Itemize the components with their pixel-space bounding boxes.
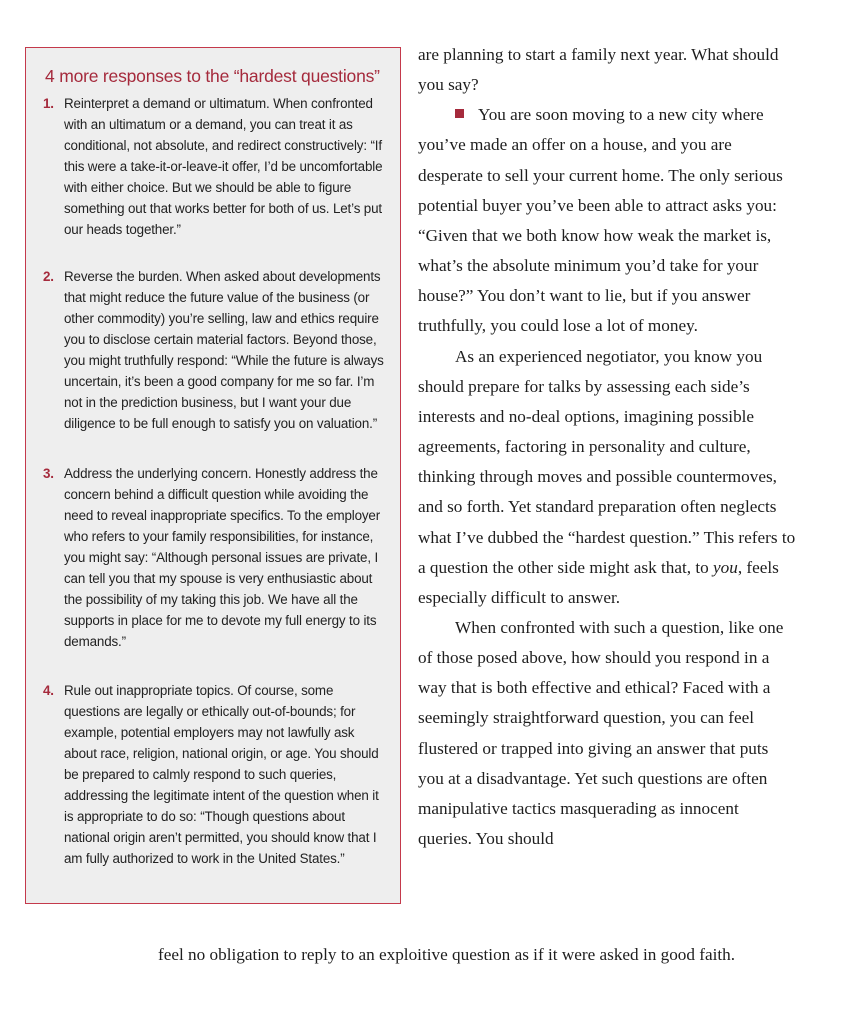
list-item-number: 2. [43, 269, 54, 284]
paragraph-2 [418, 100, 796, 341]
list-item-text: Address the underlying concern. Honestly address the concern behind a difficult question while avoiding the need to reveal inappropriate specifics. To the employer who refers to your family responsibilities, for instance, you might say: “Although personal issues are private, I can tell you that my spouse is very enthusiastic about the possibility of my taking this job. We have all the supports in place for me to devote my full energy to its demands.” [64, 466, 381, 649]
paragraph-2-text: You are soon moving to a new city where you’ve made an offer on a house, and you are desperate to sell your current home. The only serious potential buyer you’ve been able to attract asks you: “Given that we both know how weak the market is, what’s the absolute minimum you’d take for your house?” You don’t want to lie, but if you answer truthfully, you could lose a lot of money. [418, 105, 783, 336]
paragraph-3 [418, 342, 796, 613]
square-bullet-icon [455, 109, 464, 118]
list-item [43, 463, 388, 652]
list-item-number: 4. [43, 683, 54, 698]
paragraph-3-text-a: As an experienced negotiator, you know you should prepare for talks by assessing each side’s interests and no-deal options, imagining possible agreements, factoring in personality and culture, thinking through moves and possible countermoves, and so forth. Yet standard preparation often neglects what I’ve dubbed the “hardest question.” This refers to a question the other side might ask that, to [418, 346, 796, 577]
closing-line: feel no obligation to reply to an exploitive question as if it were asked in good faith. [158, 945, 736, 964]
paragraph-4: When confronted with such a question, like one of those posed above, how should you respond in a way that is both effective and ethical? Faced with a seemingly straightforward question, you can feel flustered or trapped into giving an answer that puts you at a disadvantage. Yet such questions are often manipulative tactics masquerading as innocent queries. You should [418, 617, 784, 849]
list-item [43, 93, 388, 240]
list-item-text: Reverse the burden. When asked about developments that might reduce the future value of the business (or other commodity) you’re selling, law and ethics require you to disclose certain material factors. Beyond those, you might truthfully respond: “While the future is always uncertain, it’s been a good company for me so far. I’m not in the prediction business, but I want your due diligence to be full enough to satisfy you on valuation.” [64, 269, 384, 431]
list-item-number: 3. [43, 466, 54, 481]
list-item-number: 1. [43, 96, 54, 111]
paragraph-1: are planning to start a family next year. What should you say? [418, 45, 779, 95]
list-item-text: Reinterpret a demand or ultimatum. When confronted with an ultimatum or a demand, you can treat it as conditional, not absolute, and redirect constructively: “If this were a take-it-or-leave-it offer, I’d be uncomfortable with either choice. But we should be able to figure something out that works better for both of us. Let’s put our heads together.” [64, 96, 383, 237]
main-column [418, 40, 796, 854]
sidebar-box [25, 47, 401, 904]
list-item [43, 266, 388, 434]
list-item-text: Rule out inappropriate topics. Of course, some questions are legally or ethically out-of-bounds; for example, potential employers may not lawfully ask about race, religion, national origin, or age. You should be prepared to calmly respond to such queries, addressing the legitimate intent of the question when it is appropriate to do so: “Though questions about national origin aren’t permitted, you should know that I am fully authorized to work in the United States.” [64, 683, 379, 866]
paragraph-3-emphasis: you [713, 557, 738, 577]
sidebar-title: 4 more responses to the “hardest questions” [45, 66, 380, 86]
paragraph-3-text-b: , feels especially difficult to answer. [418, 557, 779, 607]
list-item [43, 680, 388, 869]
